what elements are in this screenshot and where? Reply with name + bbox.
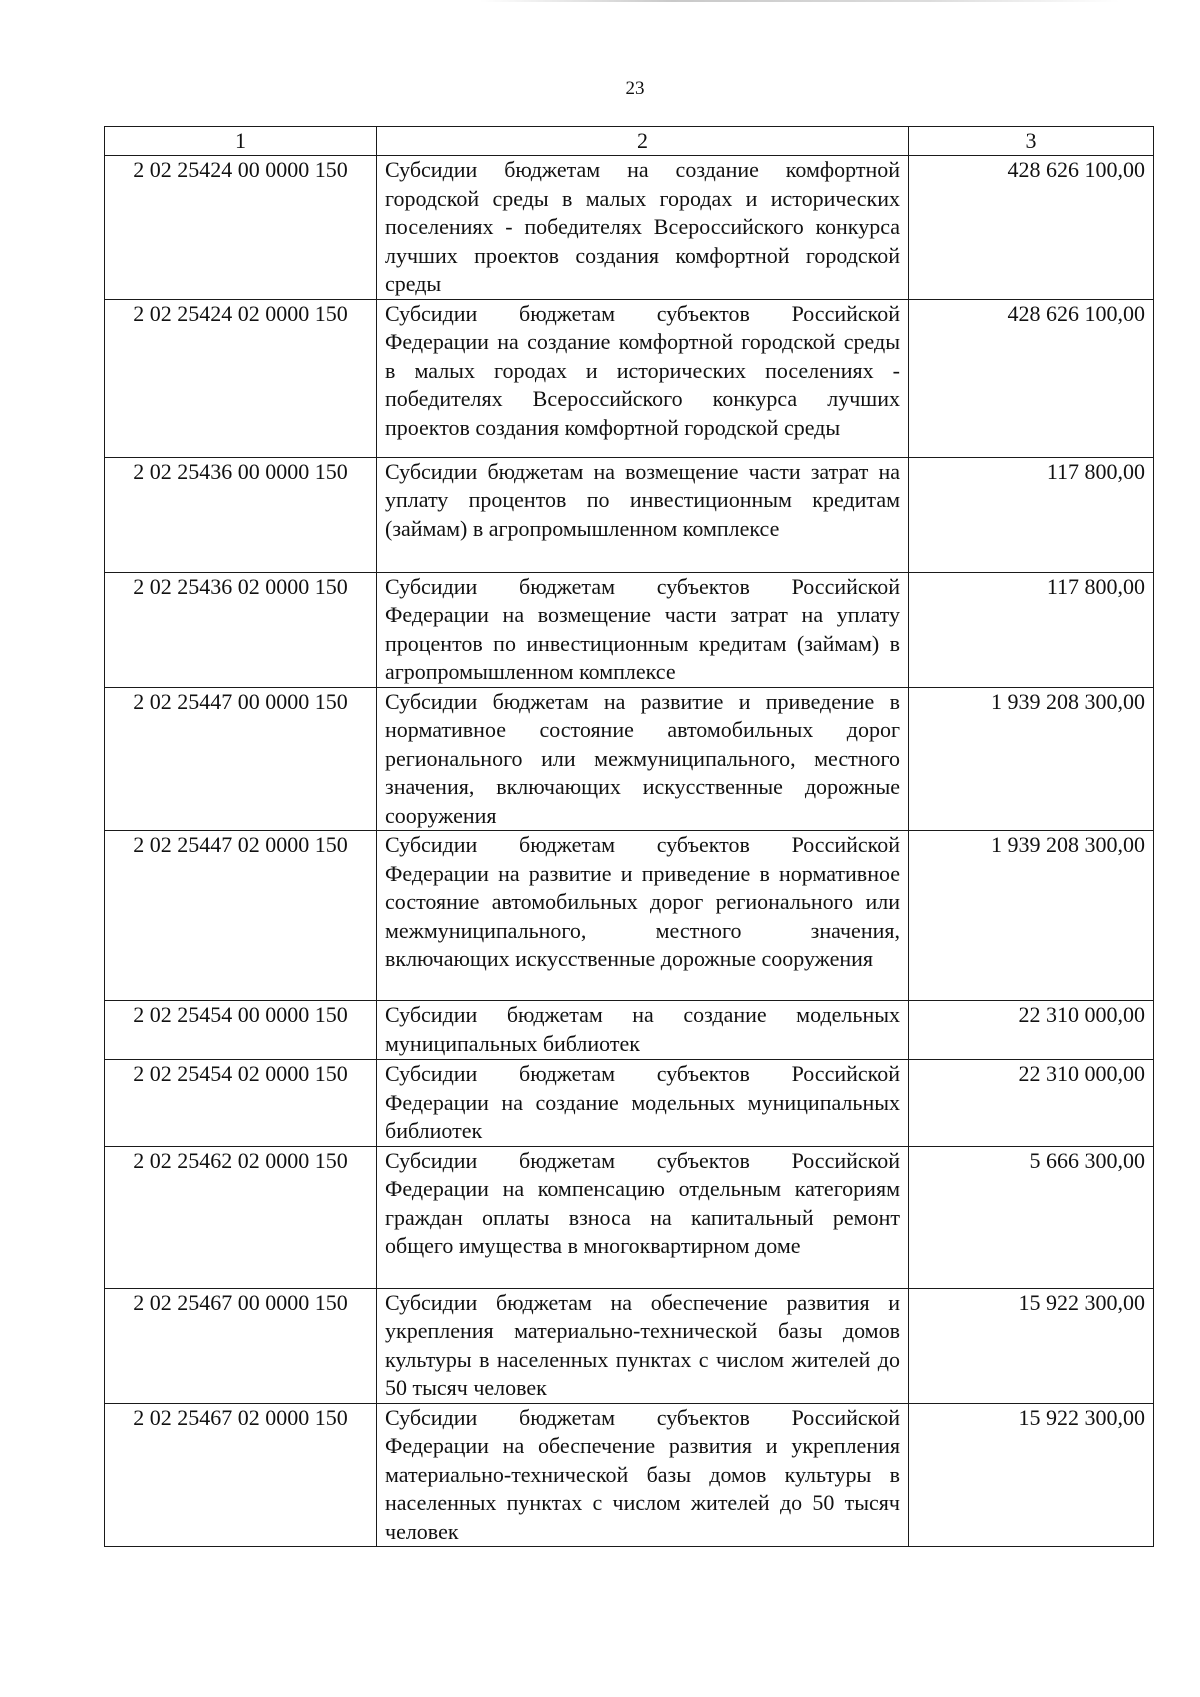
budget-amount: 15 922 300,00	[909, 1288, 1154, 1403]
table-row	[105, 572, 1154, 687]
page-number: 23	[625, 78, 645, 99]
column-header-description: 2	[377, 127, 909, 156]
description-text: Субсидии бюджетам субъектов Российской Федерации на развитие и приведение в нормативное состояние автомобильных дорог регионального или межмуниципального, местного значения, включающих искусственные дорожные сооружения	[385, 832, 900, 971]
budget-code: 2 02 25447 00 0000 150	[105, 687, 377, 831]
budget-income-table	[104, 126, 1154, 1547]
budget-description	[377, 831, 909, 1001]
budget-code: 2 02 25454 02 0000 150	[105, 1060, 377, 1147]
description-text: Субсидии бюджетам на создание модельных муниципальных библиотек	[385, 1002, 900, 1056]
table-row	[105, 1403, 1154, 1547]
scan-edge-mark	[480, 0, 1120, 2]
table-row	[105, 1001, 1154, 1060]
table-header-row	[105, 127, 1154, 156]
budget-description	[377, 687, 909, 831]
budget-description	[377, 572, 909, 687]
description-text: Субсидии бюджетам на возмещение части затрат на уплату процентов по инвестиционным кредитам (займам) в агропромышленном комплексе	[385, 458, 900, 541]
budget-code: 2 02 25462 02 0000 150	[105, 1146, 377, 1288]
table-row	[105, 299, 1154, 457]
budget-amount: 1 939 208 300,00	[909, 687, 1154, 831]
table-row	[105, 1060, 1154, 1147]
description-text: Субсидии бюджетам субъектов Российской Федерации на возмещение части затрат на уплату процентов по инвестиционным кредитам (займам) в агропромышленном комплексе	[385, 573, 900, 684]
table-row	[105, 687, 1154, 831]
budget-amount: 117 800,00	[909, 457, 1154, 572]
description-text: Субсидии бюджетам субъектов Российской Федерации на создание модельных муниципальных библиотек	[385, 1061, 900, 1143]
budget-description	[377, 1001, 909, 1060]
budget-code: 2 02 25447 02 0000 150	[105, 831, 377, 1001]
budget-amount: 22 310 000,00	[909, 1060, 1154, 1147]
table-row	[105, 1288, 1154, 1403]
budget-amount: 22 310 000,00	[909, 1001, 1154, 1060]
description-text: Субсидии бюджетам субъектов Российской Федерации на компенсацию отдельным категориям граждан оплаты взноса на капитальный ремонт общего имущества в многоквартирном доме	[385, 1147, 900, 1258]
budget-description	[377, 1060, 909, 1147]
table-row	[105, 831, 1154, 1001]
table-row	[105, 1146, 1154, 1288]
budget-code: 2 02 25467 00 0000 150	[105, 1288, 377, 1403]
budget-description	[377, 1403, 909, 1547]
budget-amount: 428 626 100,00	[909, 299, 1154, 457]
budget-amount: 15 922 300,00	[909, 1403, 1154, 1547]
description-text: Субсидии бюджетам субъектов Российской Федерации на обеспечение развития и укрепления материально-технической базы домов культуры в населенных пунктах с числом жителей до 50 тысяч человек	[385, 1404, 900, 1544]
budget-code: 2 02 25454 00 0000 150	[105, 1001, 377, 1060]
budget-code: 2 02 25436 00 0000 150	[105, 457, 377, 572]
table-row	[105, 457, 1154, 572]
description-text: Субсидии бюджетам на обеспечение развития и укрепления материально-технической базы домов культуры в населенных пунктах с числом жителей до 50 тысяч человек	[385, 1289, 900, 1400]
budget-code: 2 02 25467 02 0000 150	[105, 1403, 377, 1547]
budget-amount: 5 666 300,00	[909, 1146, 1154, 1288]
description-text: Субсидии бюджетам субъектов Российской Федерации на создание комфортной городской среды в малых городах и исторических поселениях - победителях Всероссийского конкурса лучших проектов создания комфортной городской среды	[385, 300, 900, 440]
budget-description	[377, 1288, 909, 1403]
budget-amount: 117 800,00	[909, 572, 1154, 687]
budget-description	[377, 1146, 909, 1288]
column-header-code: 1	[105, 127, 377, 156]
budget-description	[377, 156, 909, 300]
budget-code: 2 02 25424 02 0000 150	[105, 299, 377, 457]
budget-amount: 1 939 208 300,00	[909, 831, 1154, 1001]
column-header-amount: 3	[909, 127, 1154, 156]
budget-code: 2 02 25424 00 0000 150	[105, 156, 377, 300]
budget-description	[377, 457, 909, 572]
budget-description	[377, 299, 909, 457]
description-text: Субсидии бюджетам на создание комфортной городской среды в малых городах и исторических поселениях - победителях Всероссийского конкурса лучших проектов создания комфортной городской среды	[385, 157, 900, 296]
description-text: Субсидии бюджетам на развитие и приведение в нормативное состояние автомобильных дорог регионального или межмуниципального, местного значения, включающих искусственные дорожные сооружения	[385, 688, 900, 828]
budget-amount: 428 626 100,00	[909, 156, 1154, 300]
budget-code: 2 02 25436 02 0000 150	[105, 572, 377, 687]
table-row	[105, 156, 1154, 300]
